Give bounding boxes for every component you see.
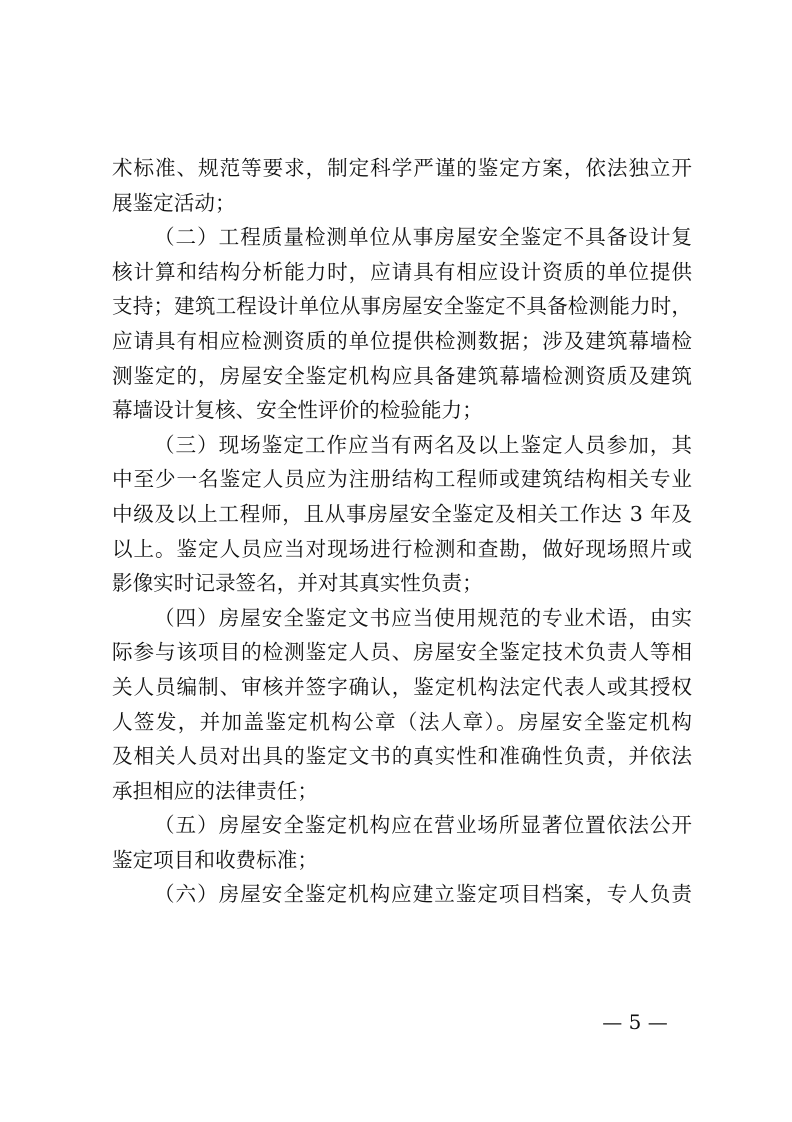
page-number: — 5 — <box>602 1010 668 1034</box>
text-line: 以上。鉴定人员应当对现场进行检测和查勘，做好现场照片或 <box>112 536 692 561</box>
text-line: 展鉴定活动； <box>112 190 236 215</box>
text-line: （五）房屋安全鉴定机构应在营业场所显著位置依法公开 <box>154 813 692 838</box>
text-line: 及相关人员对出具的鉴定文书的真实性和准确性负责，并依法 <box>112 744 692 769</box>
text-line: 测鉴定的，房屋安全鉴定机构应具备建筑幕墙检测资质及建筑 <box>112 363 692 388</box>
text-line: （四）房屋安全鉴定文书应当使用规范的专业术语，由实 <box>154 605 692 630</box>
body-text <box>112 151 692 912</box>
text-line: 幕墙设计复核、安全性评价的检验能力； <box>112 398 483 423</box>
text-line: 人签发，并加盖鉴定机构公章（法人章）。房屋安全鉴定机构 <box>112 709 692 734</box>
text-line: 际参与该项目的检测鉴定人员、房屋安全鉴定技术负责人等相 <box>112 640 692 665</box>
text-line: （二）工程质量检测单位从事房屋安全鉴定不具备设计复 <box>154 225 692 250</box>
text-line: （六）房屋安全鉴定机构应建立鉴定项目档案，专人负责 <box>154 882 692 907</box>
text-line: 承担相应的法律责任； <box>112 778 318 803</box>
text-line: 鉴定项目和收费标准； <box>112 847 318 872</box>
text-line: 关人员编制、审核并签字确认，鉴定机构法定代表人或其授权 <box>112 674 692 699</box>
text-line: 术标准、规范等要求，制定科学严谨的鉴定方案，依法独立开 <box>112 156 692 180</box>
text-line: 中级及以上工程师，且从事房屋安全鉴定及相关工作达 3 年及 <box>112 501 692 526</box>
text-line: （三）现场鉴定工作应当有两名及以上鉴定人员参加，其 <box>154 432 692 457</box>
text-line: 应请具有相应检测资质的单位提供检测数据；涉及建筑幕墙检 <box>112 328 692 353</box>
text-line: 支持；建筑工程设计单位从事房屋安全鉴定不具备检测能力时， <box>112 294 692 319</box>
text-line: 中至少一名鉴定人员应为注册结构工程师或建筑结构相关专业 <box>112 467 692 492</box>
text-line: 核计算和结构分析能力时，应请具有相应设计资质的单位提供 <box>112 259 692 284</box>
text-line: 影像实时记录签名，并对其真实性负责； <box>112 571 483 596</box>
